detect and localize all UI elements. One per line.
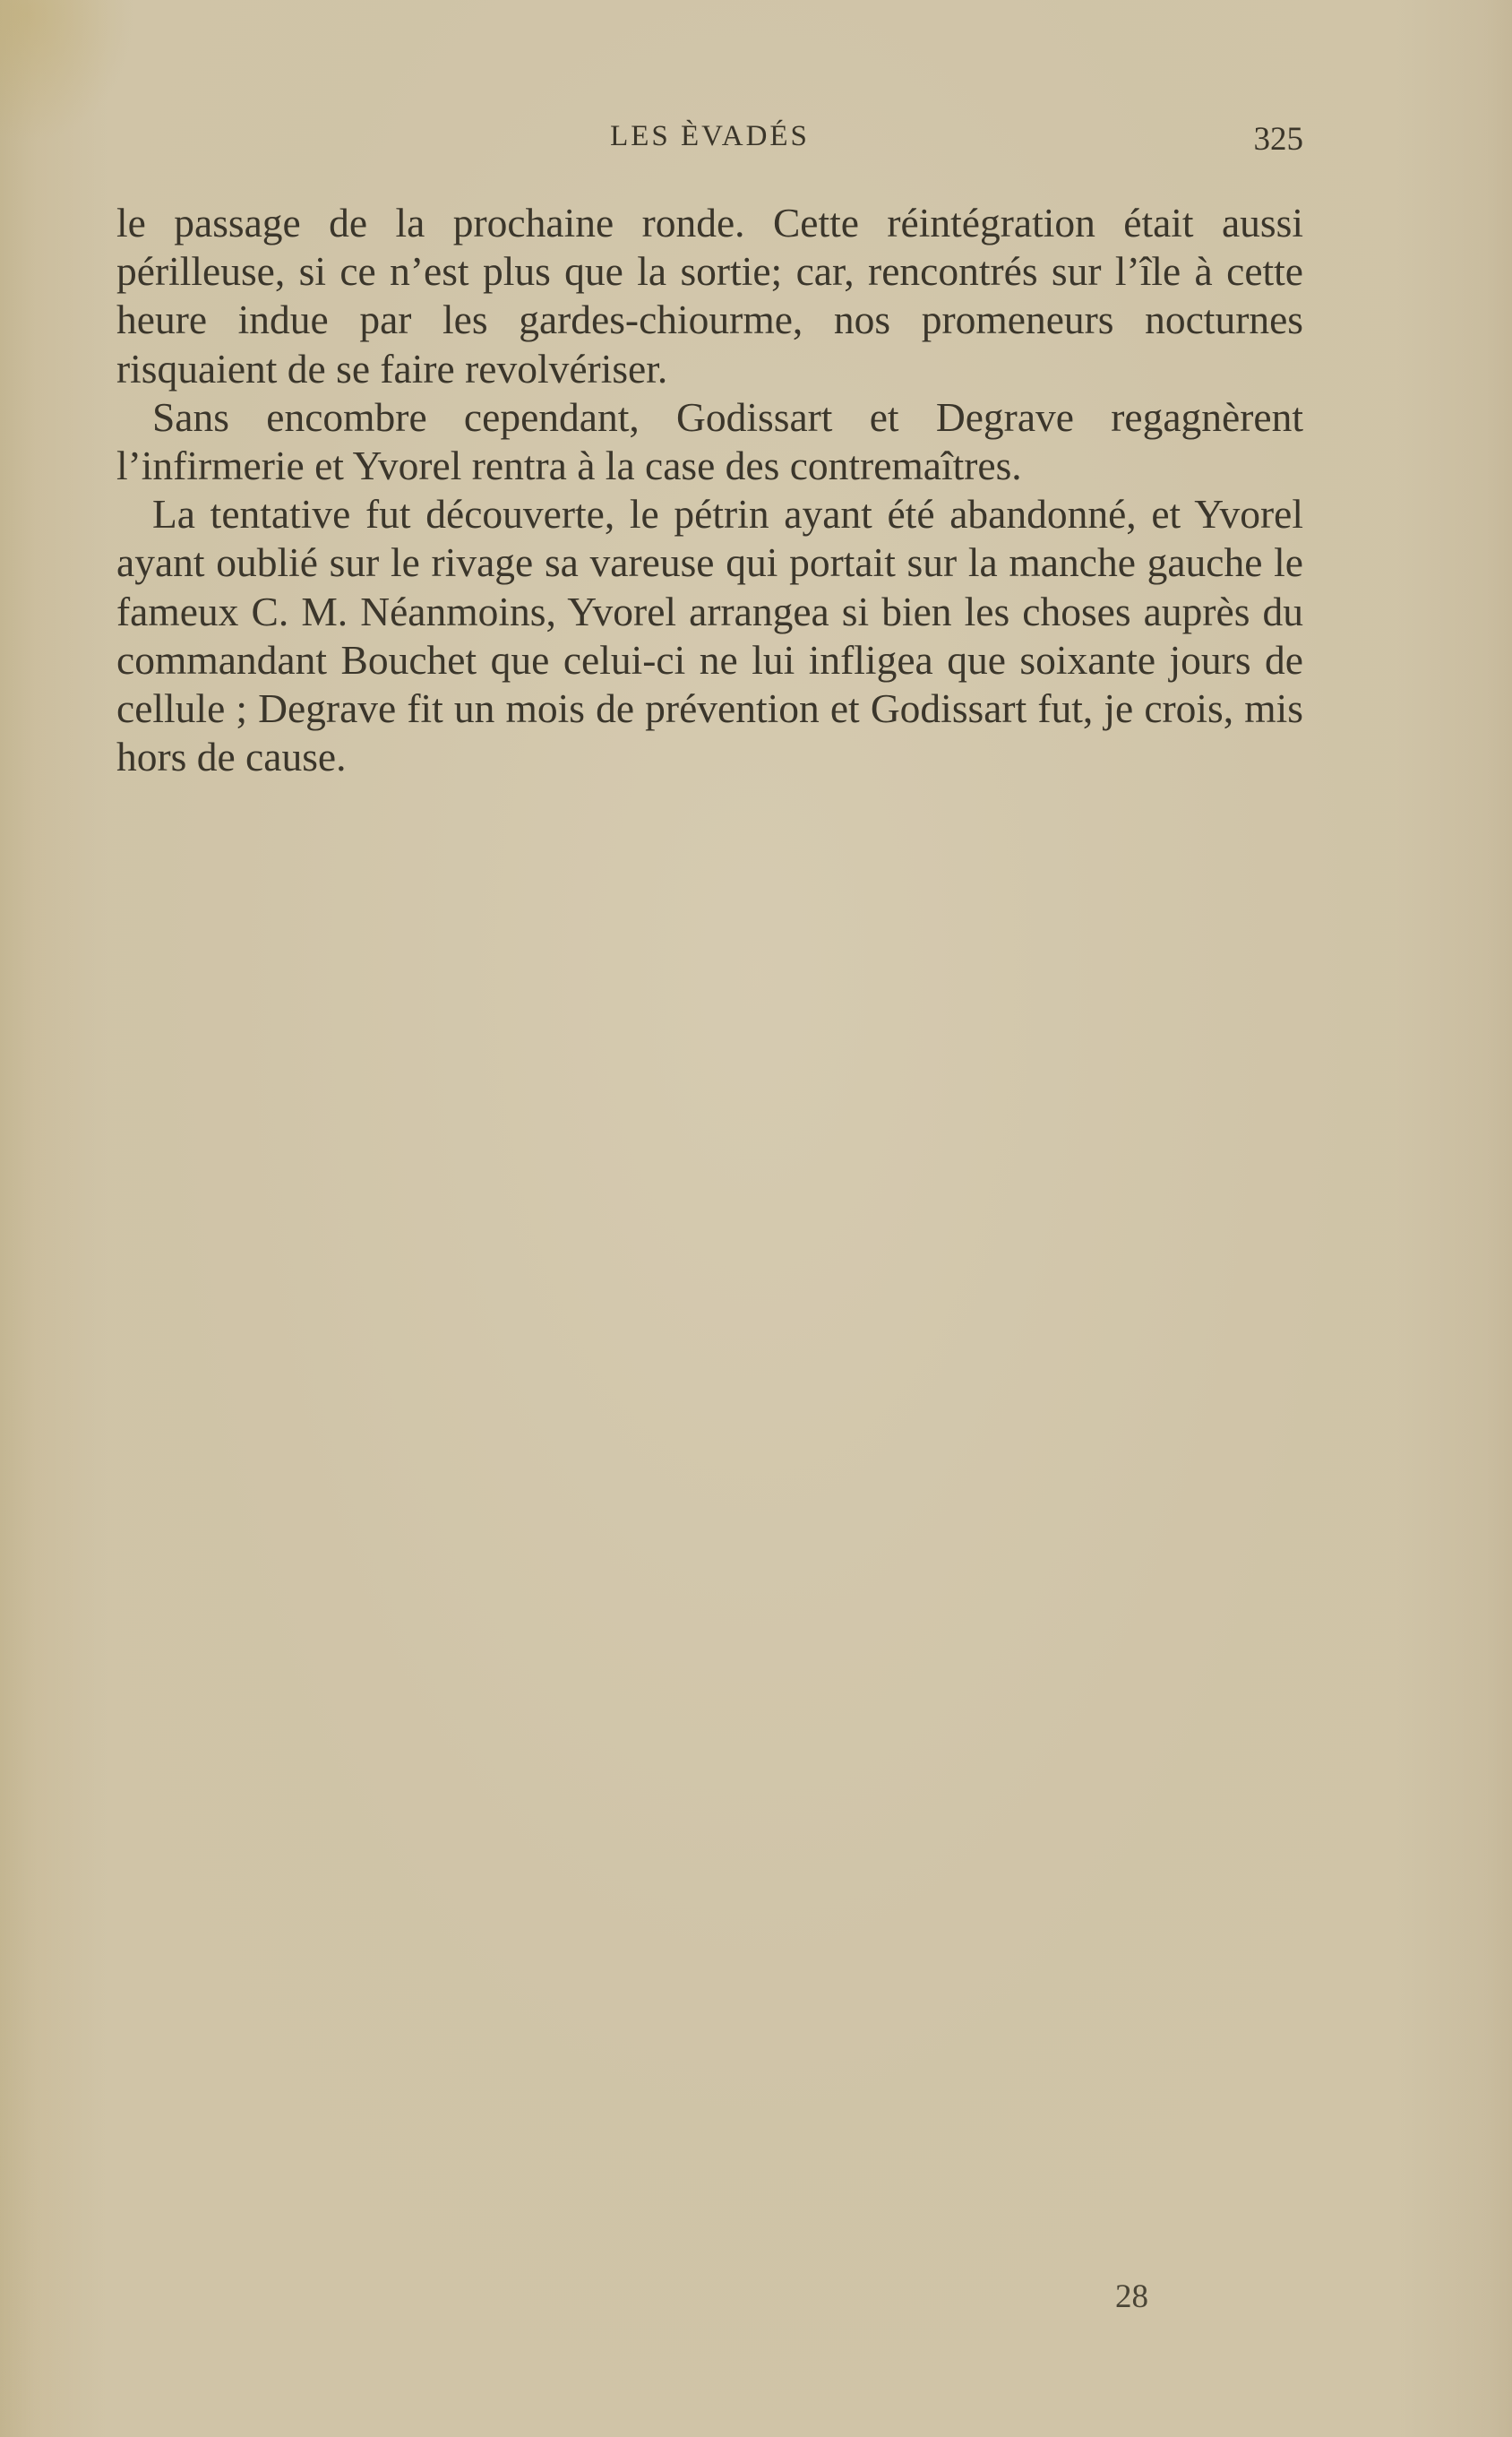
printer-signature-mark: 28 — [1115, 2278, 1148, 2315]
page-number: 325 — [1253, 121, 1303, 158]
running-title: LES ÈVADÉS — [610, 120, 810, 152]
paragraph-2: Sans encombre cependant, Godissart et Degrave regagnèrent l’infirmerie et Yvorel rentra à la case des contremaîtres. — [116, 393, 1303, 489]
page-header — [116, 115, 1303, 165]
body-text — [116, 199, 1303, 781]
paragraph-1: le passage de la prochaine ronde. Cette réintégration était aussi périlleuse, si ce n’est plus que la sortie; car, rencontrés sur l’île à cette heure indue par les gardes-chiourme, nos promeneurs nocturnes risquaient de se faire revolvériser. — [116, 200, 1303, 392]
paragraph-3: La tentative fut découverte, le pétrin ayant été abandonné, et Yvorel ayant oublié sur le rivage sa vareuse qui portait sur la manche gauche le fameux C. M. Néanmoins, Yvorel arrangea si bien les choses auprès du commandant Bouchet que celui-ci ne lui infligea que soixante jours de cellule ; Degrave fit un mois de prévention et Godissart fut, je crois, mis hors de cause. — [116, 491, 1303, 780]
